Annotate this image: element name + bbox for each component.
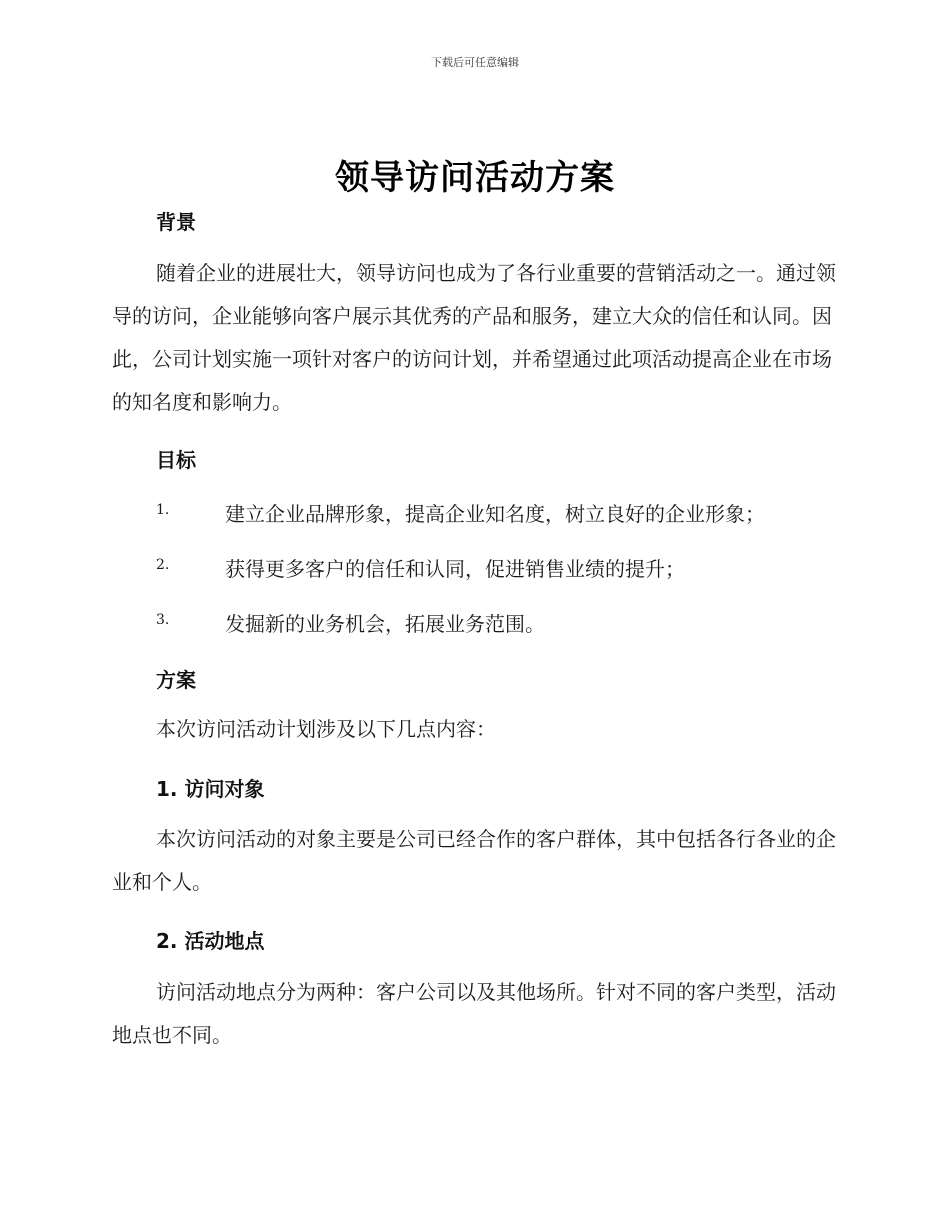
list-item <box>156 608 836 638</box>
list-item <box>156 553 836 583</box>
visit-target-paragraph: 本次访问活动的对象主要是公司已经合作的客户群体，其中包括各行各业的企业和个人。 <box>112 827 836 894</box>
list-number: 3. <box>156 612 170 628</box>
header-note: 下载后可任意编辑 <box>431 56 519 69</box>
list-number: 2. <box>156 557 170 573</box>
list-text: 获得更多客户的信任和认同，促进销售业绩的提升； <box>225 557 685 581</box>
venue-paragraph: 访问活动地点分为两种：客户公司以及其他场所。针对不同的客户类型，活动地点也不同。 <box>112 980 836 1047</box>
subsection-heading-visit-target: 1. 访问对象 <box>156 777 265 801</box>
background-paragraph: 随着企业的进展壮大，领导访问也成为了各行业重要的营销活动之一。通过领导的访问，企业能够向客户展示其优秀的产品和服务，建立大众的信任和认同。因此，公司计划实施一项针对客户的访问计划，并希望通过此项活动提高企业在市场的知名度和影响力。 <box>112 261 836 414</box>
plan-intro: 本次访问活动计划涉及以下几点内容： <box>156 717 496 741</box>
section-heading-goals: 目标 <box>156 448 196 472</box>
page-title: 领导访问活动方案 <box>335 158 615 198</box>
list-item <box>156 498 836 528</box>
list-text: 发掘新的业务机会，拓展业务范围。 <box>225 612 545 636</box>
list-number: 1. <box>156 502 170 518</box>
list-text: 建立企业品牌形象，提高企业知名度，树立良好的企业形象； <box>225 502 765 526</box>
subsection-heading-venue: 2. 活动地点 <box>156 929 265 953</box>
section-heading-plan: 方案 <box>156 668 196 692</box>
section-heading-background: 背景 <box>156 210 196 234</box>
